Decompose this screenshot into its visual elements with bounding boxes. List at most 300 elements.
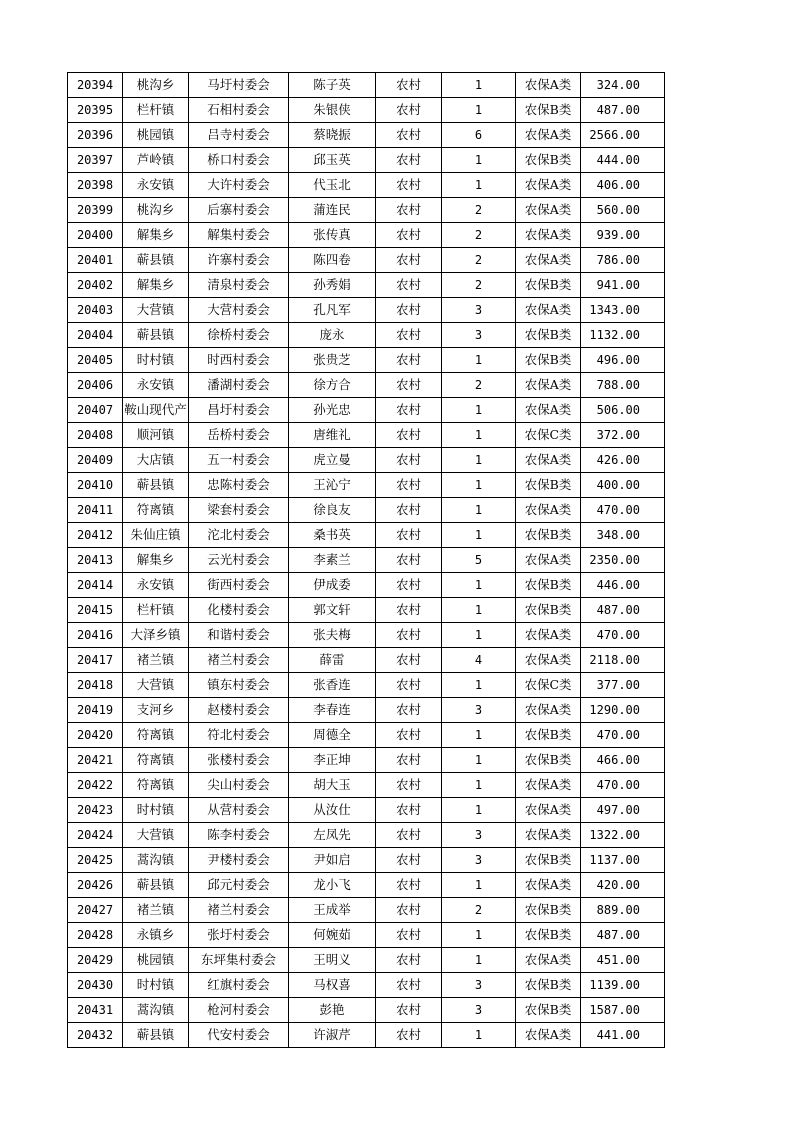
record-id-cell: 20422 [68, 773, 123, 798]
table-row [68, 298, 665, 323]
count-cell: 1 [442, 1023, 516, 1048]
town-cell: 永安镇 [123, 173, 189, 198]
insurance-class-cell: 农保B类 [516, 323, 581, 348]
village-committee-cell: 岳桥村委会 [189, 423, 289, 448]
area-type-cell: 农村 [376, 298, 442, 323]
area-type-cell: 农村 [376, 448, 442, 473]
village-committee-cell: 尹楼村委会 [189, 848, 289, 873]
area-type-cell: 农村 [376, 198, 442, 223]
record-id-cell: 20398 [68, 173, 123, 198]
name-cell: 周德全 [289, 723, 376, 748]
amount-cell: 444.00 [581, 148, 665, 173]
table-body [68, 73, 665, 1048]
amount-cell: 788.00 [581, 373, 665, 398]
insurance-class-cell: 农保A类 [516, 448, 581, 473]
count-cell: 1 [442, 923, 516, 948]
record-id-cell: 20430 [68, 973, 123, 998]
table-row [68, 548, 665, 573]
count-cell: 2 [442, 373, 516, 398]
area-type-cell: 农村 [376, 1023, 442, 1048]
area-type-cell: 农村 [376, 523, 442, 548]
insurance-class-cell: 农保A类 [516, 773, 581, 798]
insurance-class-cell: 农保A类 [516, 298, 581, 323]
town-cell: 永镇乡 [123, 923, 189, 948]
count-cell: 3 [442, 973, 516, 998]
village-committee-cell: 大许村委会 [189, 173, 289, 198]
insurance-class-cell: 农保A类 [516, 698, 581, 723]
count-cell: 1 [442, 948, 516, 973]
insurance-class-cell: 农保A类 [516, 623, 581, 648]
town-cell: 栏杆镇 [123, 598, 189, 623]
town-cell: 永安镇 [123, 373, 189, 398]
record-id-cell: 20395 [68, 98, 123, 123]
name-cell: 孙秀娟 [289, 273, 376, 298]
amount-cell: 939.00 [581, 223, 665, 248]
town-cell: 大营镇 [123, 298, 189, 323]
town-cell: 时村镇 [123, 348, 189, 373]
record-id-cell: 20408 [68, 423, 123, 448]
insurance-class-cell: 农保A类 [516, 248, 581, 273]
amount-cell: 496.00 [581, 348, 665, 373]
record-id-cell: 20415 [68, 598, 123, 623]
name-cell: 蔡晓振 [289, 123, 376, 148]
town-cell: 蕲县镇 [123, 873, 189, 898]
count-cell: 1 [442, 148, 516, 173]
area-type-cell: 农村 [376, 98, 442, 123]
amount-cell: 487.00 [581, 923, 665, 948]
village-committee-cell: 时西村委会 [189, 348, 289, 373]
table-row [68, 848, 665, 873]
count-cell: 1 [442, 723, 516, 748]
table-row [68, 123, 665, 148]
insurance-class-cell: 农保B类 [516, 148, 581, 173]
name-cell: 朱银侠 [289, 98, 376, 123]
area-type-cell: 农村 [376, 823, 442, 848]
town-cell: 解集乡 [123, 273, 189, 298]
amount-cell: 786.00 [581, 248, 665, 273]
record-id-cell: 20410 [68, 473, 123, 498]
record-id-cell: 20406 [68, 373, 123, 398]
record-id-cell: 20423 [68, 798, 123, 823]
count-cell: 2 [442, 273, 516, 298]
count-cell: 2 [442, 223, 516, 248]
insurance-class-cell: 农保A类 [516, 373, 581, 398]
village-committee-cell: 陈李村委会 [189, 823, 289, 848]
village-committee-cell: 东坪集村委会 [189, 948, 289, 973]
village-committee-cell: 云光村委会 [189, 548, 289, 573]
amount-cell: 400.00 [581, 473, 665, 498]
village-committee-cell: 忠陈村委会 [189, 473, 289, 498]
count-cell: 1 [442, 423, 516, 448]
record-id-cell: 20427 [68, 898, 123, 923]
name-cell: 李正坤 [289, 748, 376, 773]
town-cell: 支河乡 [123, 698, 189, 723]
amount-cell: 446.00 [581, 573, 665, 598]
insurance-class-cell: 农保B类 [516, 573, 581, 598]
name-cell: 张香连 [289, 673, 376, 698]
table-row [68, 373, 665, 398]
name-cell: 伊成委 [289, 573, 376, 598]
record-id-cell: 20428 [68, 923, 123, 948]
town-cell: 大营镇 [123, 673, 189, 698]
insurance-class-cell: 农保B类 [516, 723, 581, 748]
amount-cell: 506.00 [581, 398, 665, 423]
town-cell: 桃园镇 [123, 123, 189, 148]
village-committee-cell: 潘湖村委会 [189, 373, 289, 398]
village-committee-cell: 梁套村委会 [189, 498, 289, 523]
amount-cell: 470.00 [581, 623, 665, 648]
amount-cell: 1132.00 [581, 323, 665, 348]
name-cell: 何婉茹 [289, 923, 376, 948]
town-cell: 蕲县镇 [123, 248, 189, 273]
table-row [68, 473, 665, 498]
amount-cell: 2350.00 [581, 548, 665, 573]
area-type-cell: 农村 [376, 323, 442, 348]
name-cell: 邱玉英 [289, 148, 376, 173]
name-cell: 桑书英 [289, 523, 376, 548]
name-cell: 张传真 [289, 223, 376, 248]
area-type-cell: 农村 [376, 973, 442, 998]
village-committee-cell: 张圩村委会 [189, 923, 289, 948]
village-committee-cell: 镇东村委会 [189, 673, 289, 698]
town-cell: 朱仙庄镇 [123, 523, 189, 548]
amount-cell: 470.00 [581, 723, 665, 748]
amount-cell: 497.00 [581, 798, 665, 823]
record-id-cell: 20431 [68, 998, 123, 1023]
record-id-cell: 20394 [68, 73, 123, 98]
table-row [68, 173, 665, 198]
count-cell: 1 [442, 748, 516, 773]
insurance-class-cell: 农保B类 [516, 748, 581, 773]
table-row [68, 823, 665, 848]
name-cell: 徐良友 [289, 498, 376, 523]
amount-cell: 2118.00 [581, 648, 665, 673]
record-id-cell: 20397 [68, 148, 123, 173]
village-committee-cell: 褚兰村委会 [189, 648, 289, 673]
record-id-cell: 20399 [68, 198, 123, 223]
table-row [68, 723, 665, 748]
record-id-cell: 20416 [68, 623, 123, 648]
village-committee-cell: 街西村委会 [189, 573, 289, 598]
town-cell: 蕲县镇 [123, 323, 189, 348]
record-id-cell: 20409 [68, 448, 123, 473]
table-row [68, 873, 665, 898]
area-type-cell: 农村 [376, 998, 442, 1023]
count-cell: 1 [442, 623, 516, 648]
amount-cell: 2566.00 [581, 123, 665, 148]
record-id-cell: 20421 [68, 748, 123, 773]
insurance-class-cell: 农保A类 [516, 873, 581, 898]
name-cell: 许淑芹 [289, 1023, 376, 1048]
record-id-cell: 20413 [68, 548, 123, 573]
insurance-class-cell: 农保A类 [516, 948, 581, 973]
area-type-cell: 农村 [376, 673, 442, 698]
count-cell: 2 [442, 198, 516, 223]
insurance-class-cell: 农保A类 [516, 73, 581, 98]
town-cell: 栏杆镇 [123, 98, 189, 123]
count-cell: 1 [442, 573, 516, 598]
name-cell: 王沁宁 [289, 473, 376, 498]
name-cell: 李素兰 [289, 548, 376, 573]
village-committee-cell: 马圩村委会 [189, 73, 289, 98]
record-id-cell: 20417 [68, 648, 123, 673]
name-cell: 蒲连民 [289, 198, 376, 223]
town-cell: 大泽乡镇 [123, 623, 189, 648]
table-row [68, 448, 665, 473]
record-id-cell: 20418 [68, 673, 123, 698]
village-committee-cell: 和谐村委会 [189, 623, 289, 648]
name-cell: 徐方合 [289, 373, 376, 398]
area-type-cell: 农村 [376, 498, 442, 523]
count-cell: 3 [442, 298, 516, 323]
area-type-cell: 农村 [376, 273, 442, 298]
area-type-cell: 农村 [376, 348, 442, 373]
town-cell: 褚兰镇 [123, 648, 189, 673]
town-cell: 桃沟乡 [123, 198, 189, 223]
table-row [68, 348, 665, 373]
area-type-cell: 农村 [376, 648, 442, 673]
village-committee-cell: 符北村委会 [189, 723, 289, 748]
table-row [68, 748, 665, 773]
name-cell: 庞永 [289, 323, 376, 348]
amount-cell: 941.00 [581, 273, 665, 298]
area-type-cell: 农村 [376, 373, 442, 398]
record-id-cell: 20407 [68, 398, 123, 423]
name-cell: 王明义 [289, 948, 376, 973]
count-cell: 1 [442, 473, 516, 498]
village-committee-cell: 五一村委会 [189, 448, 289, 473]
village-committee-cell: 吕寺村委会 [189, 123, 289, 148]
town-cell: 褚兰镇 [123, 898, 189, 923]
table-row [68, 273, 665, 298]
amount-cell: 451.00 [581, 948, 665, 973]
amount-cell: 1137.00 [581, 848, 665, 873]
count-cell: 3 [442, 698, 516, 723]
table-row [68, 673, 665, 698]
insurance-class-cell: 农保A类 [516, 198, 581, 223]
village-committee-cell: 大营村委会 [189, 298, 289, 323]
amount-cell: 1290.00 [581, 698, 665, 723]
village-committee-cell: 徐桥村委会 [189, 323, 289, 348]
amount-cell: 889.00 [581, 898, 665, 923]
name-cell: 唐维礼 [289, 423, 376, 448]
name-cell: 张贵芝 [289, 348, 376, 373]
record-id-cell: 20403 [68, 298, 123, 323]
area-type-cell: 农村 [376, 548, 442, 573]
area-type-cell: 农村 [376, 748, 442, 773]
village-committee-cell: 后寨村委会 [189, 198, 289, 223]
village-committee-cell: 张楼村委会 [189, 748, 289, 773]
village-committee-cell: 尖山村委会 [189, 773, 289, 798]
town-cell: 芦岭镇 [123, 148, 189, 173]
table-row [68, 798, 665, 823]
count-cell: 1 [442, 398, 516, 423]
record-id-cell: 20424 [68, 823, 123, 848]
insurance-class-cell: 农保A类 [516, 223, 581, 248]
town-cell: 蒿沟镇 [123, 998, 189, 1023]
amount-cell: 487.00 [581, 98, 665, 123]
village-committee-cell: 红旗村委会 [189, 973, 289, 998]
area-type-cell: 农村 [376, 773, 442, 798]
name-cell: 左凤先 [289, 823, 376, 848]
count-cell: 3 [442, 998, 516, 1023]
town-cell: 解集乡 [123, 548, 189, 573]
record-id-cell: 20411 [68, 498, 123, 523]
name-cell: 龙小飞 [289, 873, 376, 898]
amount-cell: 406.00 [581, 173, 665, 198]
town-cell: 符离镇 [123, 723, 189, 748]
table-row [68, 898, 665, 923]
insurance-class-cell: 农保B类 [516, 923, 581, 948]
town-cell: 蕲县镇 [123, 473, 189, 498]
insurance-class-cell: 农保A类 [516, 648, 581, 673]
name-cell: 马权喜 [289, 973, 376, 998]
amount-cell: 560.00 [581, 198, 665, 223]
village-committee-cell: 石相村委会 [189, 98, 289, 123]
town-cell: 桃沟乡 [123, 73, 189, 98]
records-table [67, 72, 665, 1048]
area-type-cell: 农村 [376, 598, 442, 623]
amount-cell: 1322.00 [581, 823, 665, 848]
record-id-cell: 20401 [68, 248, 123, 273]
area-type-cell: 农村 [376, 173, 442, 198]
insurance-class-cell: 农保B类 [516, 473, 581, 498]
town-cell: 解集乡 [123, 223, 189, 248]
insurance-class-cell: 农保B类 [516, 598, 581, 623]
village-committee-cell: 赵楼村委会 [189, 698, 289, 723]
record-id-cell: 20425 [68, 848, 123, 873]
amount-cell: 470.00 [581, 773, 665, 798]
record-id-cell: 20400 [68, 223, 123, 248]
count-cell: 1 [442, 98, 516, 123]
record-id-cell: 20432 [68, 1023, 123, 1048]
area-type-cell: 农村 [376, 473, 442, 498]
town-cell: 永安镇 [123, 573, 189, 598]
village-committee-cell: 从营村委会 [189, 798, 289, 823]
area-type-cell: 农村 [376, 248, 442, 273]
village-committee-cell: 邱元村委会 [189, 873, 289, 898]
count-cell: 1 [442, 673, 516, 698]
amount-cell: 1139.00 [581, 973, 665, 998]
name-cell: 王成举 [289, 898, 376, 923]
town-cell: 时村镇 [123, 973, 189, 998]
name-cell: 从汝仕 [289, 798, 376, 823]
area-type-cell: 农村 [376, 623, 442, 648]
area-type-cell: 农村 [376, 698, 442, 723]
count-cell: 1 [442, 873, 516, 898]
table-row [68, 98, 665, 123]
table-row [68, 998, 665, 1023]
amount-cell: 487.00 [581, 598, 665, 623]
insurance-class-cell: 农保B类 [516, 273, 581, 298]
village-committee-cell: 许寨村委会 [189, 248, 289, 273]
count-cell: 1 [442, 348, 516, 373]
record-id-cell: 20402 [68, 273, 123, 298]
table-row [68, 223, 665, 248]
insurance-class-cell: 农保B类 [516, 523, 581, 548]
count-cell: 1 [442, 773, 516, 798]
area-type-cell: 农村 [376, 573, 442, 598]
record-id-cell: 20419 [68, 698, 123, 723]
count-cell: 6 [442, 123, 516, 148]
area-type-cell: 农村 [376, 948, 442, 973]
count-cell: 1 [442, 173, 516, 198]
count-cell: 2 [442, 248, 516, 273]
name-cell: 陈子英 [289, 73, 376, 98]
town-cell: 顺河镇 [123, 423, 189, 448]
count-cell: 3 [442, 848, 516, 873]
table-row [68, 923, 665, 948]
area-type-cell: 农村 [376, 723, 442, 748]
table-row [68, 248, 665, 273]
insurance-class-cell: 农保A类 [516, 173, 581, 198]
table-row [68, 198, 665, 223]
count-cell: 1 [442, 498, 516, 523]
name-cell: 虎立曼 [289, 448, 376, 473]
area-type-cell: 农村 [376, 73, 442, 98]
count-cell: 1 [442, 73, 516, 98]
amount-cell: 377.00 [581, 673, 665, 698]
insurance-class-cell: 农保A类 [516, 823, 581, 848]
insurance-class-cell: 农保A类 [516, 498, 581, 523]
record-id-cell: 20396 [68, 123, 123, 148]
area-type-cell: 农村 [376, 123, 442, 148]
area-type-cell: 农村 [376, 223, 442, 248]
town-cell: 桃园镇 [123, 948, 189, 973]
count-cell: 2 [442, 898, 516, 923]
insurance-class-cell: 农保C类 [516, 423, 581, 448]
amount-cell: 348.00 [581, 523, 665, 548]
insurance-class-cell: 农保A类 [516, 398, 581, 423]
insurance-class-cell: 农保A类 [516, 548, 581, 573]
table-row [68, 698, 665, 723]
table-row [68, 573, 665, 598]
area-type-cell: 农村 [376, 423, 442, 448]
table-row [68, 648, 665, 673]
insurance-class-cell: 农保B类 [516, 348, 581, 373]
name-cell: 薛雷 [289, 648, 376, 673]
town-cell: 蕲县镇 [123, 1023, 189, 1048]
name-cell: 孙光忠 [289, 398, 376, 423]
table-row [68, 523, 665, 548]
name-cell: 胡大玉 [289, 773, 376, 798]
record-id-cell: 20429 [68, 948, 123, 973]
table-row [68, 323, 665, 348]
record-id-cell: 20414 [68, 573, 123, 598]
insurance-class-cell: 农保A类 [516, 123, 581, 148]
insurance-class-cell: 农保C类 [516, 673, 581, 698]
record-id-cell: 20404 [68, 323, 123, 348]
town-cell: 鞍山现代产 [123, 398, 189, 423]
table-row [68, 398, 665, 423]
insurance-class-cell: 农保B类 [516, 973, 581, 998]
area-type-cell: 农村 [376, 898, 442, 923]
area-type-cell: 农村 [376, 148, 442, 173]
name-cell: 张夫梅 [289, 623, 376, 648]
amount-cell: 466.00 [581, 748, 665, 773]
count-cell: 5 [442, 548, 516, 573]
town-cell: 时村镇 [123, 798, 189, 823]
village-committee-cell: 解集村委会 [189, 223, 289, 248]
insurance-class-cell: 农保B类 [516, 98, 581, 123]
amount-cell: 372.00 [581, 423, 665, 448]
amount-cell: 324.00 [581, 73, 665, 98]
count-cell: 1 [442, 798, 516, 823]
table-row [68, 598, 665, 623]
town-cell: 大营镇 [123, 823, 189, 848]
town-cell: 大店镇 [123, 448, 189, 473]
table-row [68, 423, 665, 448]
